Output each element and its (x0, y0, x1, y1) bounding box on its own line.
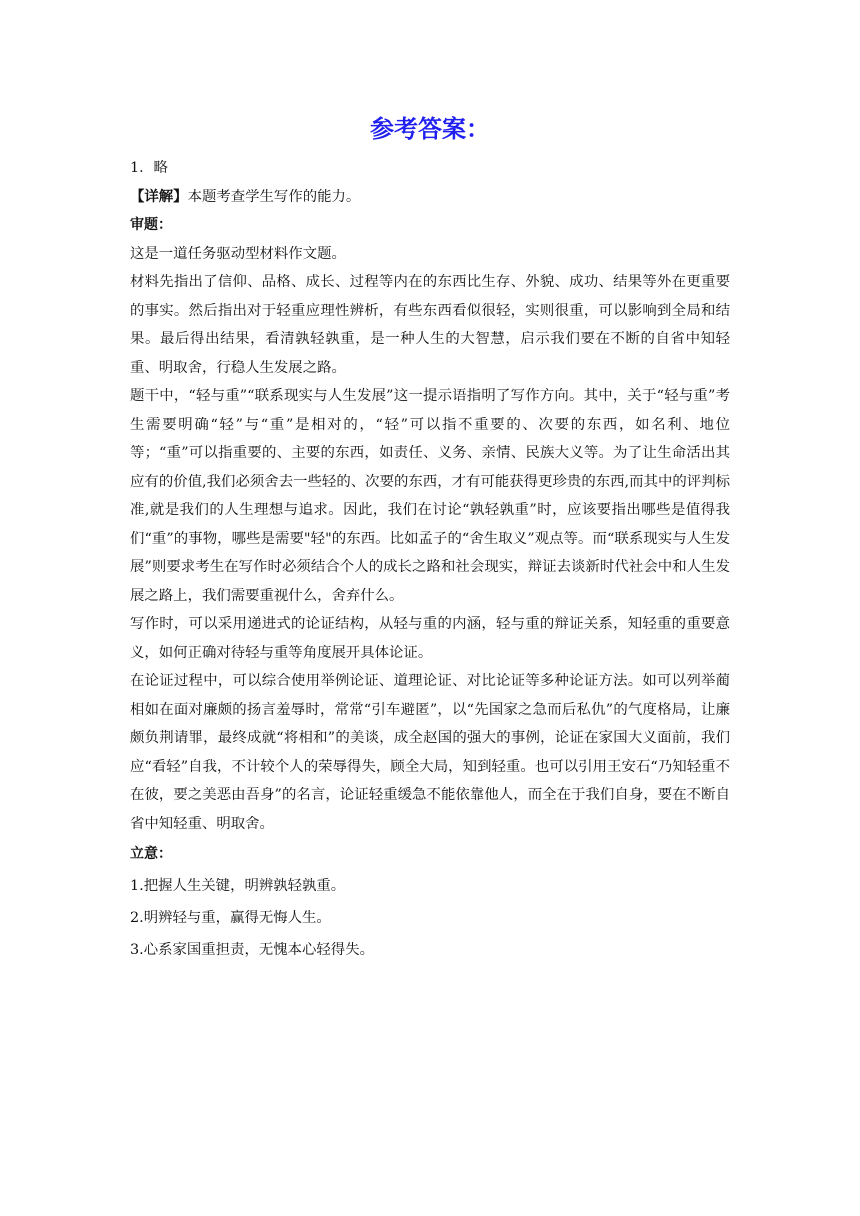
answer-page (130, 112, 730, 966)
review-heading: 审题： (130, 217, 172, 233)
review-paragraph-3: 题干中，“轻与重”“联系现实与人生发展”这一提示语指明了写作方向。其中，关于“轻与重”考生需要明确“轻”与“重”是相对的，“轻”可以指不重要的、次要的东西，如名利、地位等；“重”可以指重要的、主要的东西，如责任、义务、亲情、民族大义等。为了让生命活出其应有的价值,我们必须舍去一些轻的、次要的东西，才有可能获得更珍贵的东西,而其中的评判标准,就是我们的人生理想与追求。因此，我们在讨论“孰轻孰重”时，应该要指出哪些是值得我们“重”的事物，哪些是需要"轻"的东西。比如孟子的“舍生取义”观点等。而“联系现实与人生发展”则要求考生在写作时必须结合个人的成长之路和社会现实，辩证去谈新时代社会中和人生发展之路上，我们需要重视什么，舍弃什么。 (130, 388, 730, 604)
review-paragraph-4: 写作时，可以采用递进式的论证结构，从轻与重的内涵，轻与重的辩证关系，知轻重的重要意义，如何正确对待轻与重等角度展开具体论证。 (130, 616, 730, 661)
idea-item-2: 2.明辨轻与重，赢得无悔人生。 (130, 910, 331, 926)
idea-heading: 立意： (130, 846, 172, 862)
review-paragraph-2: 材料先指出了信仰、品格、成长、过程等内在的东西比生存、外貌、成功、结果等外在更重要的事实。然后指出对于轻重应理性辨析，有些东西看似很轻，实则很重，可以影响到全局和结果。最后得出结果，看清孰轻孰重，是一种人生的大智慧，启示我们要在不断的自省中知轻重、明取舍，行稳人生发展之路。 (130, 274, 730, 376)
question-number: 1．略 (130, 160, 168, 176)
review-paragraph-1: 这是一道任务驱动型材料作文题。 (130, 245, 346, 262)
detail-label: 【详解】 (130, 188, 188, 205)
page-title: 参考答案： (370, 115, 490, 143)
detail-line (130, 183, 730, 212)
idea-item-3: 3.心系家国重担责，无愧本心轻得失。 (130, 942, 374, 958)
idea-item-1: 1.把握人生关键，明辨孰轻孰重。 (130, 878, 346, 894)
detail-text: 本题考查学生写作的能力。 (187, 188, 361, 205)
review-paragraph-5: 在论证过程中，可以综合使用举例论证、道理论证、对比论证等多种论证方法。如可以列举蔺相如在面对廉颇的扬言羞辱时，常常“引车避匿”，以“先国家之急而后私仇”的气度格局，让廉颇负荆请罪，最终成就“将相和”的美谈，成全赵国的强大的事例，论证在家国大义面前，我们应“看轻”自我，不计较个人的荣辱得失，顾全大局，知到轻重。也可以引用王安石“乃知轻重不在彼，要之美恶由吾身”的名言，论证轻重缓急不能依靠他人，而全在于我们自身，要在不断自省中知轻重、明取舍。 (130, 673, 730, 832)
